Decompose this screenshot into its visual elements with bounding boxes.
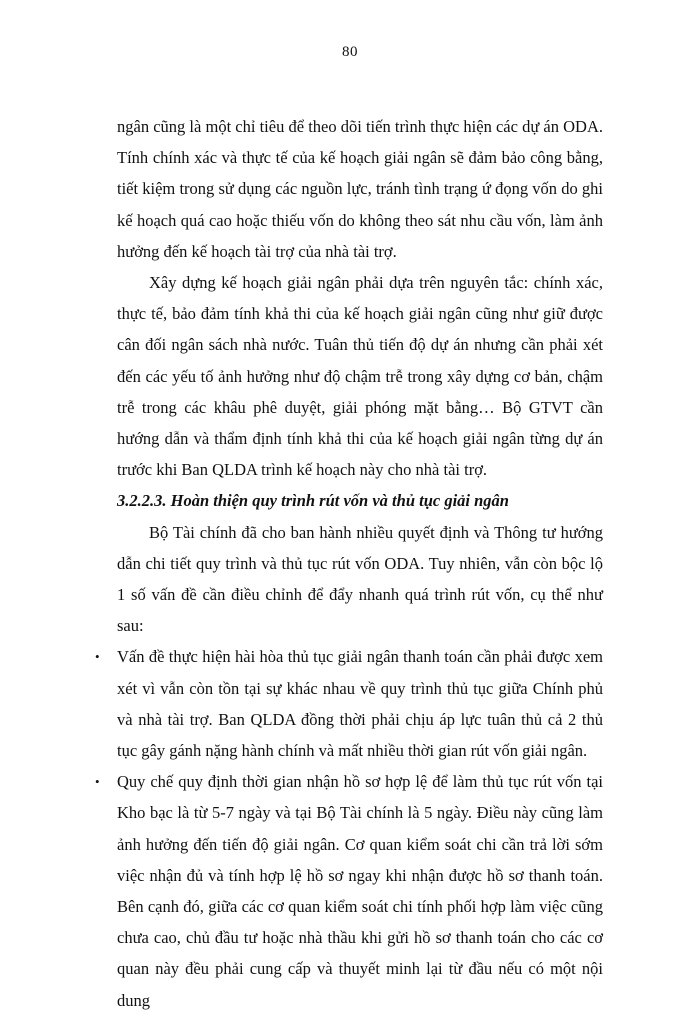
- section-intro-paragraph: Bộ Tài chính đã cho ban hành nhiều quyết định và Thông tư hướng dẫn chi tiết quy trình và thủ tục rút vốn ODA. Tuy nhiên, vẫn còn bộc lộ 1 số vấn đề cần điều chỉnh để đẩy nhanh quá trình rút vốn, cụ thể như sau:: [117, 522, 603, 636]
- paragraph-disbursement-plan: Xây dựng kế hoạch giải ngân phải dựa trên nguyên tắc: chính xác, thực tế, bảo đảm tính khả thi của kế hoạch giải ngân cũng như giữ được cân đối ngân sách nhà nước. Tuân thủ tiến độ dự án nhưng cần phải xét đến các yếu tố ảnh hưởng như độ chậm trễ trong xây dựng cơ bản, chậm trễ trong các khâu phê duyệt, giải phóng mặt bằng… Bộ GTVT cần hướng dẫn và thẩm định tính khả thi của kế hoạch giải ngân từng dự án trước khi Ban QLDA trình kế hoạch này cho nhà tài trợ.: [117, 273, 603, 480]
- page-number: 80: [342, 44, 358, 60]
- list-item: [95, 641, 603, 766]
- list-item: [95, 766, 603, 1016]
- paragraph-continuation: ngân cũng là một chỉ tiêu để theo dõi tiến trình thực hiện các dự án ODA. Tính chính xác và thực tế của kế hoạch giải ngân sẽ đảm bảo công bằng, tiết kiệm trong sử dụng các nguồn lực, tránh tình trạng ứ đọng vốn do ghi kế hoạch quá cao hoặc thiếu vốn do không theo sát nhu cầu vốn, làm ảnh hưởng đến kế hoạch tài trợ của nhà tài trợ.: [117, 117, 603, 261]
- document-body: [95, 111, 603, 1016]
- section-heading: 3.2.2.3. Hoàn thiện quy trình rút vốn và thủ tục giải ngân: [117, 491, 509, 511]
- bullet-icon: •: [95, 649, 100, 665]
- list-item-text: Quy chế quy định thời gian nhận hồ sơ hợp lệ để làm thủ tục rút vốn tại Kho bạc là từ 5-7 ngày và tại Bộ Tài chính là 5 ngày. Điều này cũng làm ảnh hưởng đến tiến độ giải ngân. Cơ quan kiểm soát chi cần trả lời sớm việc nhận đủ và tính hợp lệ hồ sơ ngay khi nhận được hồ sơ thanh toán. Bên cạnh đó, giữa các cơ quan kiểm soát chi tính phối hợp làm việc cũng chưa cao, chủ đầu tư hoặc nhà thầu khi gửi hồ sơ thanh toán cho các cơ quan này đều phải cung cấp và thuyết minh lại từ đầu nếu có một nội dung: [117, 772, 603, 1010]
- bullet-icon: •: [95, 774, 100, 790]
- list-item-text: Vấn đề thực hiện hài hòa thủ tục giải ngân thanh toán cần phải được xem xét vì vẫn còn tồn tại sự khác nhau về quy trình thủ tục giữa Chính phủ và nhà tài trợ. Ban QLDA đồng thời phải chịu áp lực tuân thủ cả 2 thủ tục gây gánh nặng hành chính và mất nhiều thời gian rút vốn giải ngân.: [117, 647, 603, 761]
